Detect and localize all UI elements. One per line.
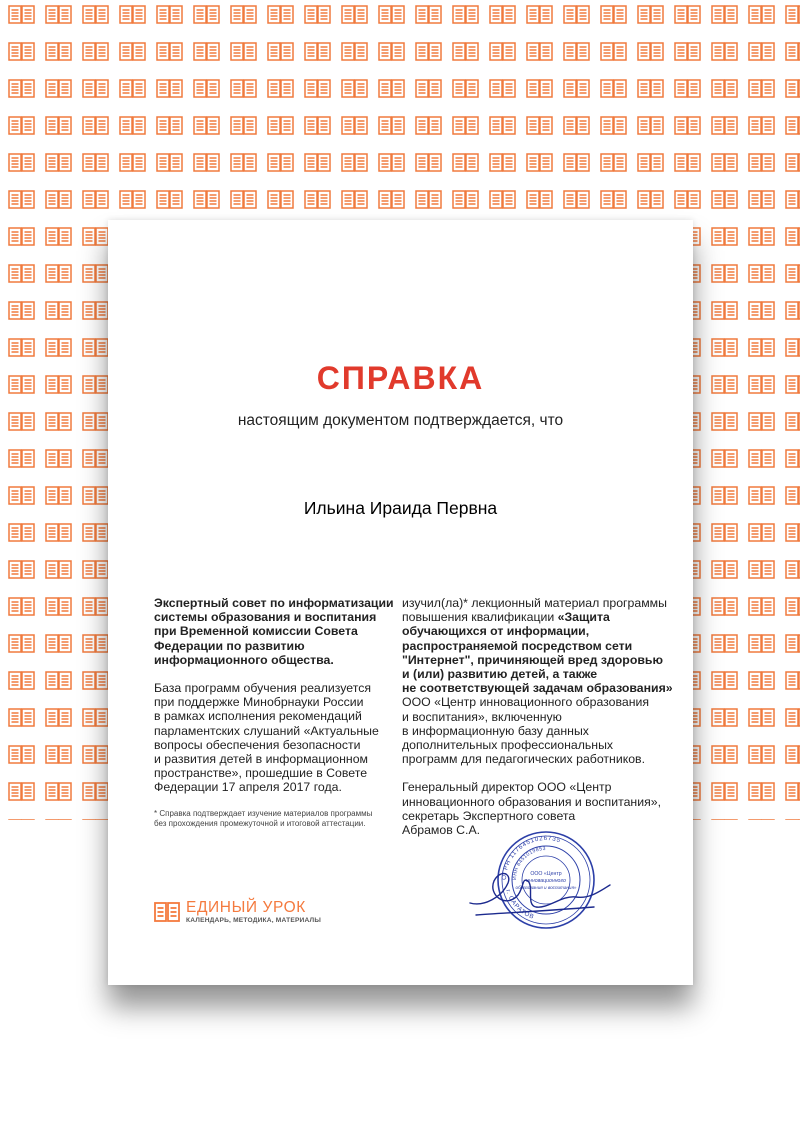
- base-line: парламентских слушаний «Актуальные: [154, 723, 379, 738]
- base-line: и развития детей в информационном: [154, 752, 368, 767]
- program-title-start: «Защита: [557, 610, 610, 625]
- certificate-sheet: [108, 220, 693, 985]
- director-line: Абрамов С.А.: [402, 823, 481, 838]
- seal-and-signature: [464, 825, 624, 940]
- council-line: информационного общества.: [154, 652, 334, 667]
- program-title-line: обучающихся от информации,: [402, 624, 590, 639]
- director-line: секретарь Экспертного совета: [402, 808, 576, 823]
- footnote-line: без прохождения промежуточной и итоговой аттестации.: [154, 818, 366, 828]
- certificate-subtitle: настоящим документом подтверждается, что: [237, 412, 564, 429]
- svg-text:г. САРАТОВ: г. САРАТОВ: [504, 888, 536, 921]
- base-line: пространстве», прошедшие в Совете: [154, 766, 368, 781]
- base-line: Федерации 17 апреля 2017 года.: [154, 780, 342, 795]
- program-title-line: "Интернет", причиняющей вред здоровью: [402, 652, 663, 667]
- council-line: Экспертный совет по информатизации: [154, 596, 394, 610]
- footnote-line: * Справка подтверждает изучение материалов программы: [154, 808, 373, 818]
- svg-text:ИНН 6451019853: ИНН 6451019853: [511, 845, 547, 881]
- base-line: при поддержке Минобрнауки России: [154, 695, 364, 710]
- base-line: База программ обучения реализуется: [154, 681, 372, 696]
- council-line: системы образования и воспитания: [154, 610, 377, 625]
- director-line: инновационного образования и воспитания»,: [402, 794, 661, 809]
- council-line: Федерации по развитию: [154, 638, 305, 653]
- base-line: вопросы обеспечения безопасности: [154, 737, 361, 752]
- svg-text:образования и воспитания»: образования и воспитания»: [515, 885, 577, 890]
- svg-text:ООО «Центр: ООО «Центр: [530, 871, 562, 877]
- recipient-name: Ильина Ираида Первна: [303, 498, 498, 518]
- organization-line: и воспитания», включенную: [402, 709, 562, 724]
- director-line: Генеральный директор ООО «Центр: [402, 780, 612, 795]
- program-intro-prefix: повышения квалификации: [402, 610, 558, 625]
- book-logo-icon: [154, 901, 180, 928]
- organization-line: ООО «Центр инновационного образования: [402, 695, 650, 710]
- left-column: [154, 596, 394, 829]
- program-title-line: не соответствующей задачам образования»: [402, 681, 673, 696]
- program-intro-line: [402, 610, 677, 624]
- certificate-title: СПРАВКА: [316, 360, 485, 396]
- edinyi-urok-logo: [154, 900, 344, 926]
- program-title-line: и (или) развитию детей, а также: [402, 667, 598, 682]
- organization-line: в информационную базу данных: [402, 723, 589, 738]
- organization-line: программ для педагогических работников.: [402, 752, 645, 767]
- council-line: при Временной комиссии Совета: [154, 624, 358, 639]
- base-line: в рамках исполнения рекомендаций: [154, 709, 362, 724]
- svg-text:инновационного: инновационного: [526, 878, 566, 884]
- logo-title: ЕДИНЫЙ УРОК: [186, 899, 306, 916]
- right-column: [402, 596, 677, 837]
- program-intro-line: изучил(ла)* лекционный материал программы: [402, 596, 667, 610]
- svg-text:ОГРН 1176451026735: ОГРН 1176451026735: [500, 834, 562, 881]
- logo-subtitle: КАЛЕНДАРЬ, МЕТОДИКА, МАТЕРИАЛЫ: [186, 917, 322, 924]
- organization-line: дополнительных профессиональных: [402, 738, 614, 753]
- program-title-line: распространяемой посредством сети: [402, 638, 633, 653]
